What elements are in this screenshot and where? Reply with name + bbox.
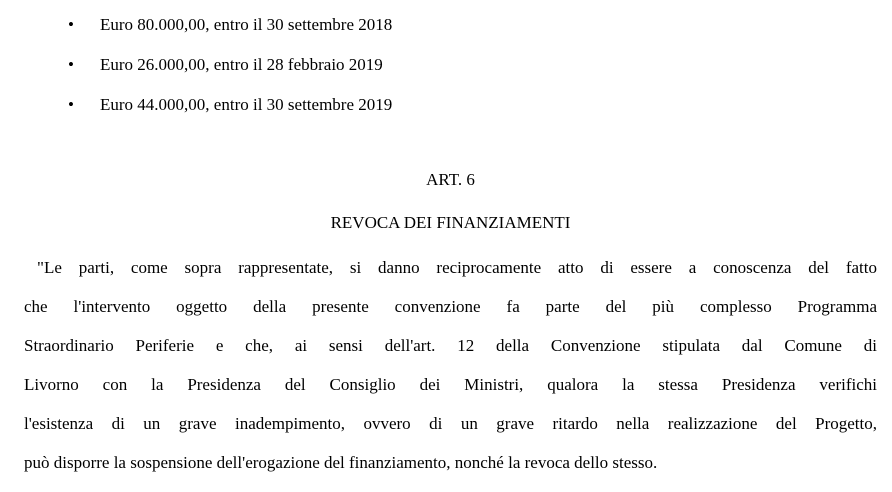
- list-item: [0, 45, 892, 85]
- article-number-heading: ART. 6: [426, 170, 475, 189]
- article-paragraph: [24, 248, 877, 482]
- installment-text: Euro 80.000,00, entro il 30 settembre 2018: [100, 15, 393, 34]
- installments-list: [0, 5, 892, 125]
- installment-text: Euro 26.000,00, entro il 28 febbraio 2019: [100, 55, 383, 74]
- installment-text: Euro 44.000,00, entro il 30 settembre 2019: [100, 95, 393, 114]
- list-item: [0, 85, 892, 125]
- paragraph-line: Straordinario Periferie e che, ai sensi dell'art. 12 della Convenzione stipulata dal Comune di: [24, 336, 877, 355]
- bullet-icon: •: [68, 95, 74, 114]
- article-title-heading: REVOCA DEI FINANZIAMENTI: [330, 213, 571, 232]
- list-item: [0, 5, 892, 45]
- bullet-icon: •: [68, 55, 74, 74]
- paragraph-line: "Le parti, come sopra rappresentate, si danno reciprocamente atto di essere a conoscenza del fatto: [37, 258, 877, 277]
- bullet-icon: •: [68, 15, 74, 34]
- paragraph-line: l'esistenza di un grave inadempimento, ovvero di un grave ritardo nella realizzazione del Progetto,: [24, 414, 877, 433]
- paragraph-line: che l'intervento oggetto della presente convenzione fa parte del più complesso Programma: [24, 297, 877, 316]
- paragraph-line: può disporre la sospensione dell'erogazione del finanziamento, nonché la revoca dello stesso.: [24, 453, 658, 472]
- paragraph-line: Livorno con la Presidenza del Consiglio dei Ministri, qualora la stessa Presidenza verifichi: [24, 375, 877, 394]
